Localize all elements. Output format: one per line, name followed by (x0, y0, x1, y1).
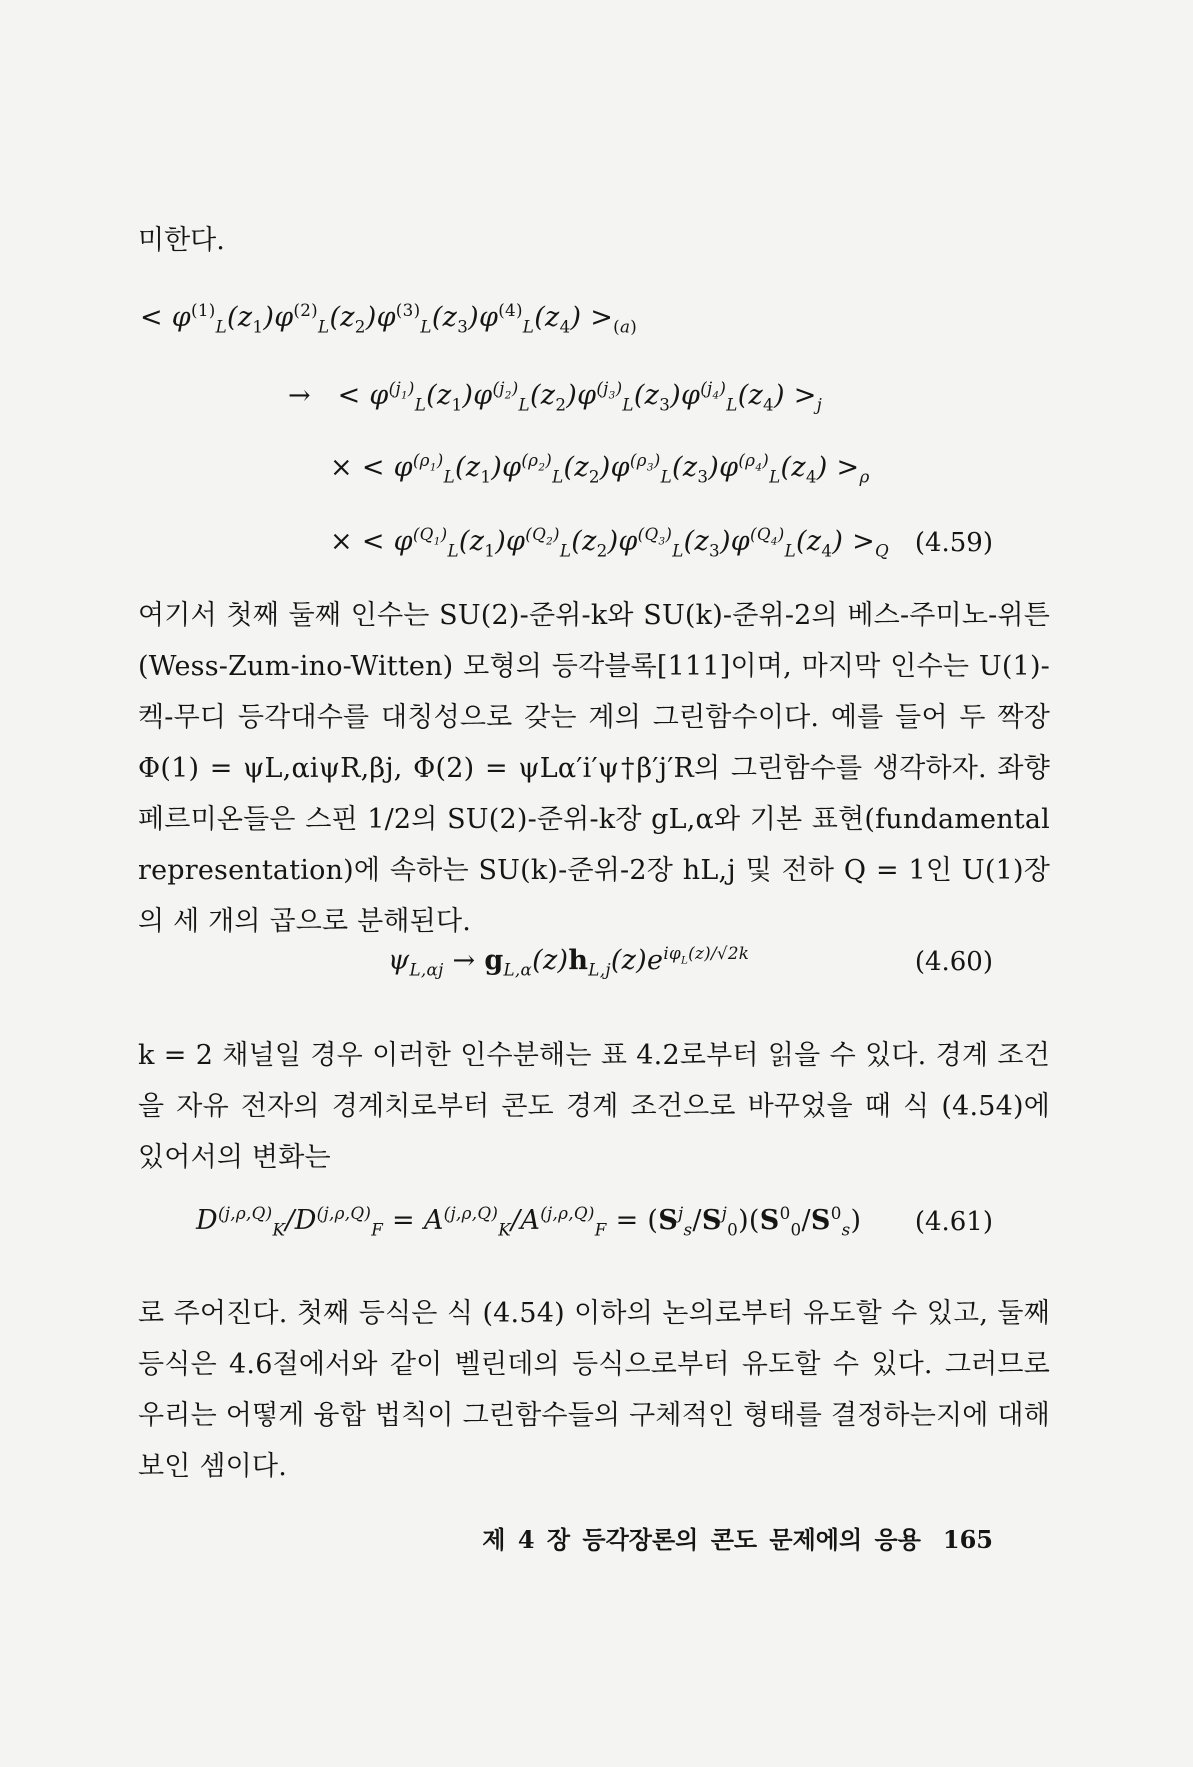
paragraph-1: 여기서 첫째 둘째 인수는 SU(2)-준위-k와 SU(k)-준위-2의 베스-주미노-위튼(Wess-Zum-ino-Witten) 모형의 등각블록[111]이며, 마지막 인수는 U(1)-켁-무디 등각대수를 대칭성으로 갖는 계의 그린함수이다. 예를 들어 두 짝장 Φ(1) = ψL,αiψR,βj, Φ(2) = ψLα′i′ψ†β′j′R의 그린함수를 생각하자. 좌향 페르미온들은 스핀 1/2의 SU(2)-준위-k장 gL,α와 기본 표현(fundamental representation)에 속하는 SU(k)-준위-2장 hL,j 및 전하 Q = 1인 U(1)장의 세 개의 곱으로 분해된다. (138, 600, 1050, 937)
equation-4-61: $D^{(j,\rho,Q)}_K/D^{(j,\rho,Q)}_F = A^{(j,\rho,Q)}_K/A^{(j,\rho,Q)}_F = (S^j_s/S^j_0)(S^0_0/S^0_s)$ (196, 1203, 862, 1240)
page-number: 165 (942, 1525, 993, 1554)
equation-4-59-line-3: × < $\varphi^{(\rho_1)}_L(z_1)\varphi^{(\rho_2)}_L(z_2)\varphi^{(\rho_3)}_L(z_3)\varphi^{(\rho_4)}_L(z_4) >_\rho$ (330, 450, 870, 487)
intro-text: 미한다. (138, 225, 225, 256)
chapter-title: 제 4 장 등각장론의 콘도 문제에의 응용 (482, 1525, 921, 1554)
equation-4-59-line-2: → < $\varphi^{(j_1)}_L(z_1)\varphi^{(j_2)}_L(z_2)\varphi^{(j_3)}_L(z_3)\varphi^{(j_4)}_L(z_4) >_j$ (288, 378, 823, 415)
paragraph-3: 로 주어진다. 첫째 등식은 식 (4.54) 이하의 논의로부터 유도할 수 있고, 둘째 등식은 4.6절에서와 같이 벨린데의 등식으로부터 유도할 수 있다. 그러므로 우리는 어떻게 융합 법칙이 그린함수들의 구체적인 형태를 결정하는지에 대해 보인 셈이다. (138, 1298, 1050, 1482)
equation-number-4-61: (4.61) (914, 1207, 993, 1237)
equation-4-59-line-1: < $\varphi^{(1)}_L(z_1)\varphi^{(2)}_L(z_2)\varphi^{(3)}_L(z_3)\varphi^{(4)}_L(z_4) >_{(a)}$ (140, 300, 638, 337)
equation-number-4-60: (4.60) (914, 947, 993, 977)
page-footer (482, 1520, 993, 1555)
paragraph-2: k = 2 채널일 경우 이러한 인수분해는 표 4.2로부터 읽을 수 있다. 경계 조건을 자유 전자의 경계치로부터 콘도 경계 조건으로 바꾸었을 때 식 (4.54)에 있어서의 변화는 (138, 1040, 1050, 1173)
equation-4-60: $\psi_{L,\alpha j} \to g_{L,\alpha}(z)h_{L,j}(z)e^{i\varphi_L(z)/√2k}$ (388, 943, 750, 980)
equation-4-59-line-4: × < $\varphi^{(Q_1)}_L(z_1)\varphi^{(Q_2)}_L(z_2)\varphi^{(Q_3)}_L(z_3)\varphi^{(Q_4)}_L(z_4) >_Q$ (330, 524, 890, 561)
equation-number-4-59: (4.59) (914, 528, 993, 558)
